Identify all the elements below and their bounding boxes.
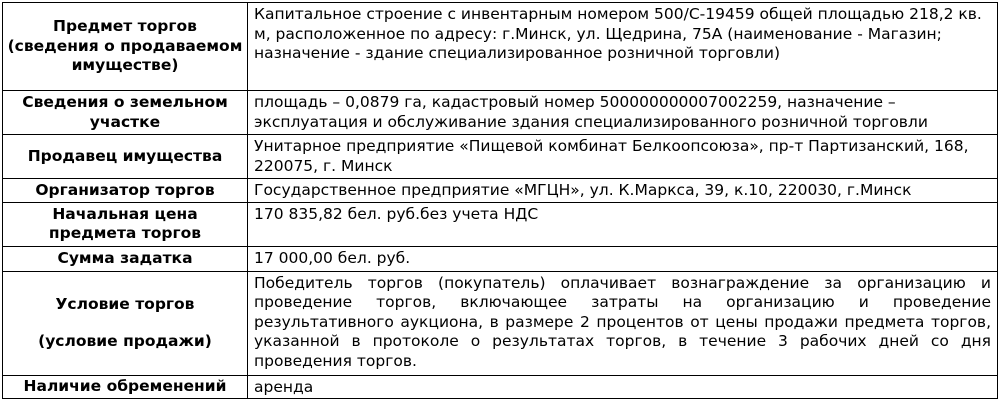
table-row (3, 91, 998, 135)
table-row (3, 271, 998, 375)
row-value-subject: Капитальное строение с инвентарным номером 500/С-19459 общей площадью 218,2 кв. м, расположенное по адресу: г.Минск, ул. Щедрина, 75А (наименование - Магазин; назначение - здание специализированное розничной торговли) (248, 3, 998, 91)
row-label-start-price: Начальная цена предмета торгов (3, 202, 248, 246)
row-label-organizer: Организатор торгов (3, 179, 248, 203)
row-value-start-price: 170 835,82 бел. руб.без учета НДС (248, 202, 998, 246)
table-row (3, 202, 998, 246)
row-label-seller: Продавец имущества (3, 135, 248, 179)
row-value-encumbrances: аренда (248, 375, 998, 399)
row-value-deposit: 17 000,00 бел. руб. (248, 246, 998, 271)
row-value-land: площадь – 0,0879 га, кадастровый номер 500000000007002259, назначение – эксплуатация и обслуживание здания специализированного розничной торговли (248, 91, 998, 135)
table-row (3, 179, 998, 203)
row-label-subject: Предмет торгов (сведения о продаваемом имуществе) (3, 3, 248, 91)
row-label-encumbrances: Наличие обременений (3, 375, 248, 399)
row-label-land: Сведения о земельном участке (3, 91, 248, 135)
table-row (3, 3, 998, 91)
table-row (3, 135, 998, 179)
table-row (3, 375, 998, 399)
row-label-conditions (3, 271, 248, 375)
table-row (3, 246, 998, 271)
conditions-label-line2: (условие продажи) (38, 332, 212, 350)
conditions-label-line1: Условие торгов (55, 294, 195, 313)
auction-info-table (2, 2, 998, 399)
row-value-seller: Унитарное предприятие «Пищевой комбинат Белкоопсоюза», пр-т Партизанский, 168, 220075, г. Минск (248, 135, 998, 179)
row-label-deposit: Сумма задатка (3, 246, 248, 271)
row-value-conditions: Победитель торгов (покупатель) оплачивает вознаграждение за организацию и проведение торгов, включающее затраты на организацию и проведение результативного аукциона, в размере 2 процентов от цены продажи предмета торгов, указанной в протоколе о результатах торгов, в течение 3 рабочих дней со дня проведения торгов. (248, 271, 998, 375)
row-value-organizer: Государственное предприятие «МГЦН», ул. К.Маркса, 39, к.10, 220030, г.Минск (248, 179, 998, 203)
